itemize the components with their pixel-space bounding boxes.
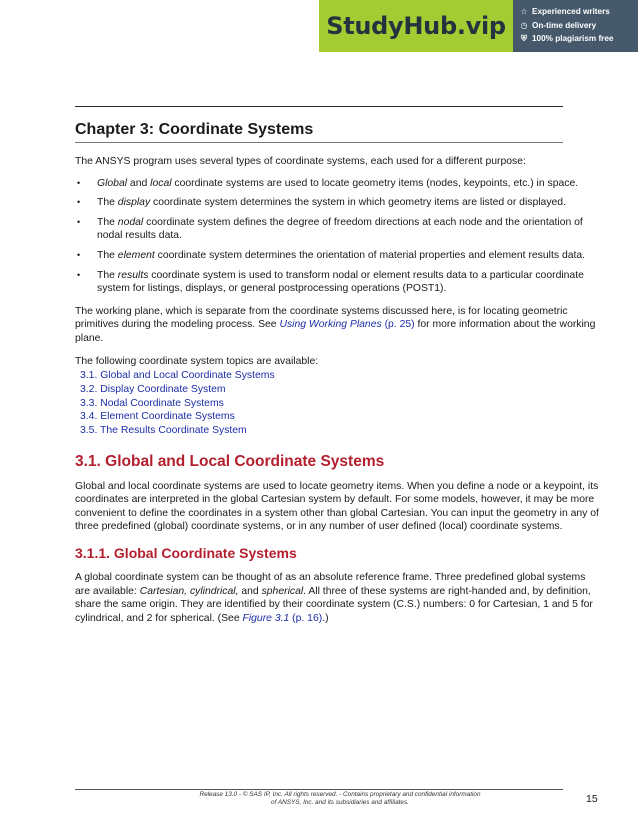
footer-divider [75,789,563,790]
topics-intro: The following coordinate system topics are available: [75,355,319,367]
perk-text: Experienced writers [532,7,610,16]
section-title-3-1-1: 3.1.1. Global Coordinate Systems [75,545,297,562]
working-planes-link[interactable]: Using Working Planes [279,319,382,331]
working-plane-paragraph: The working plane, which is separate from the coordinate systems discussed here, is for locating geometric primitives during the modeling process. See Using Working Planes (p. 25) for more information about the working plane. [75,305,596,344]
clock-icon: ◷ [520,20,528,30]
perk-item [519,19,613,33]
section-3-1-1-paragraph: A global coordinate system can be thought of as an absolute reference frame. Three predefined global systems are available: Cartesian, cylindrical, and spherical. All three of these systems are right-handed and, by definition, share the same origin. They are identified by their coordinate system (C.S.) numbers: 0 for Cartesian, 1 and 5 for cylindrical, and 2 for spherical. (See Figure 3.1 (p. 16).) [75,572,593,624]
page-number: 15 [586,793,598,805]
list-item: • The element coordinate system determines the orientation of material properties and element results data. [75,249,603,263]
intro-paragraph: The ANSYS program uses several types of coordinate systems, each used for a different purpose: [75,156,526,167]
section-title-3-1: 3.1. Global and Local Coordinate Systems [75,452,385,470]
shield-icon: ⛨ [521,34,527,43]
coordinate-types-list [75,177,603,296]
studyhub-logo[interactable]: StudyHub.vip [319,0,513,52]
chapter-title: Chapter 3: Coordinate Systems [75,120,563,143]
list-item: • The nodal coordinate system defines the degree of freedom directions at each node and the orientation of nodal results data. [75,216,603,243]
toc-link-3-5[interactable]: 3.5. The Results Coordinate System [80,424,247,436]
section-3-1-paragraph: Global and local coordinate systems are used to locate geometry items. When you define a node or a keypoint, its coordinates are interpreted in the global Cartesian system by default. For some models, however, it may be more convenient to define the coordinates in a system other than global Cartesian. You can input the geometry in any of three predefined (global) coordinate systems, or in any number of user defined (local) coordinate systems. [75,480,599,533]
toc-link-3-1[interactable]: 3.1. Global and Local Coordinate Systems [80,370,275,382]
perk-text: On-time delivery [532,20,597,30]
figure-link[interactable]: Figure 3.1 [242,612,290,624]
list-item: • The display coordinate system determines the system in which geometry items are listed or displayed. [75,196,603,210]
promo-banner[interactable] [319,0,638,52]
perk-item [519,32,613,46]
copyright-notice: Release 13.0 - © SAS IP, Inc. All rights reserved. - Contains proprietary and confidential information of ANSYS, Inc. and its subsidiaries and affiliates. [199,791,481,806]
list-item: • The results coordinate system is used to transform nodal or element results data to a particular coordinate system for listings, displays, or general postprocessing operations (POST1). [75,269,603,296]
page-ref-link[interactable]: (p. 25) [384,319,415,331]
toc-link-3-4[interactable]: 3.4. Element Coordinate Systems [80,411,235,423]
figure-page-link[interactable]: (p. 16) [292,612,323,624]
perk-text: 100% plagiarism free [532,34,614,43]
perk-item [519,5,613,19]
toc-link-3-2[interactable]: 3.2. Display Coordinate System [80,383,226,395]
header-divider [75,106,563,107]
toc-link-3-3[interactable]: 3.3. Nodal Coordinate Systems [80,397,224,409]
table-of-contents [75,369,603,438]
perks-list [513,0,613,52]
list-item: • Global and local coordinate systems are used to locate geometry items (nodes, keypoints, etc.) in space. [75,177,603,191]
star-icon: ☆ [520,7,528,16]
document-body [75,120,603,625]
